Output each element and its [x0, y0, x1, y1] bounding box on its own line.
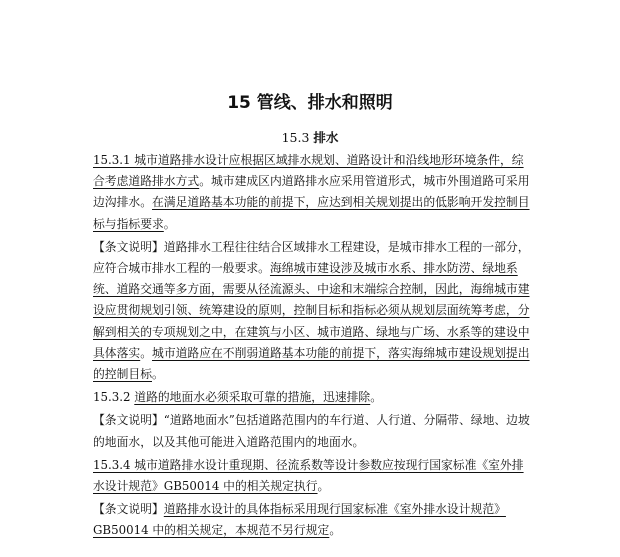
clause-15-3-2-explanation [93, 410, 533, 452]
text-run: 【条文说明】“道路地面水”包括道路范围内的车行道、人行道、分隔带、绿地、边坡的地面水，以及其他可能进入道路范围内的地面水。 [93, 413, 530, 449]
text-run: 。 [329, 523, 342, 538]
text-run: 。 [163, 216, 176, 231]
clause-15-3-4 [93, 455, 533, 497]
section-name: 排水 [313, 130, 339, 145]
clause-15-3-1-explanation [93, 237, 533, 385]
text-run: 在满足道路基本功能的前提下，应达到相关规划提出的低影响开发控制目标与指标要求 [93, 195, 530, 231]
chapter-title: 15 管线、排水和照明 [227, 93, 393, 113]
section-number: 15.3 [281, 130, 310, 145]
text-run: 。 [140, 345, 153, 360]
text-run: 15.3.2 [93, 390, 135, 405]
text-run: 【条文说明】道路排水工程往往结合区域排水工程建设，是城市排水工程的一部分，应符合城市排水工程的一般要求。 [93, 239, 530, 276]
section-title [0, 128, 620, 146]
clause-15-3-1 [93, 150, 533, 235]
clause-15-3-4-explanation [93, 499, 533, 541]
clause-15-3-2 [93, 387, 533, 408]
document-body [93, 150, 533, 544]
text-run: 15.3.4 城市道路排水设计重现期、径流系数等设计参数应按现行国家标准《室外排水设计规范》GB50014 中的相关规定执行 [93, 457, 524, 494]
text-run: 。 [152, 367, 164, 382]
text-run: 【条文说明】 [93, 502, 164, 517]
text-run: 。城市建成区内道路排水应采用管道形式，城市外围道路可采用边沟排水。 [93, 174, 530, 210]
text-run: 。 [370, 390, 383, 405]
text-run: 海绵城市建设涉及城市水系、排水防涝、绿地系统、道路交通等多方面，需要从径流源头、中途和末端综合控制，因此，海绵城市建设应贯彻规划引领、统筹建设的原则，控制目标和指标必须从规划层面统筹考虑，分解到相关的专项规划之中，在建筑与小区、城市道路、绿地与广场、水系等的建设中具体落实 [93, 261, 530, 360]
text-run: 。 [317, 479, 330, 494]
text-run: 城市道路应在不削弱道路基本功能的前提下，落实海绵城市建设规划提出的控制目标 [93, 345, 530, 382]
text-run: 道路的地面水必须采取可靠的措施，迅速排除 [134, 390, 371, 405]
text-run: 道路排水设计的具体指标采用现行国家标准《室外排水设计规范》GB50014 中的相关规定，本规范不另行规定 [93, 502, 506, 538]
text-run: 15.3.1 城市道路排水设计应根据区域排水规划、道路设计和沿线地形环境条件，综合考虑道路排水方式 [93, 153, 524, 189]
